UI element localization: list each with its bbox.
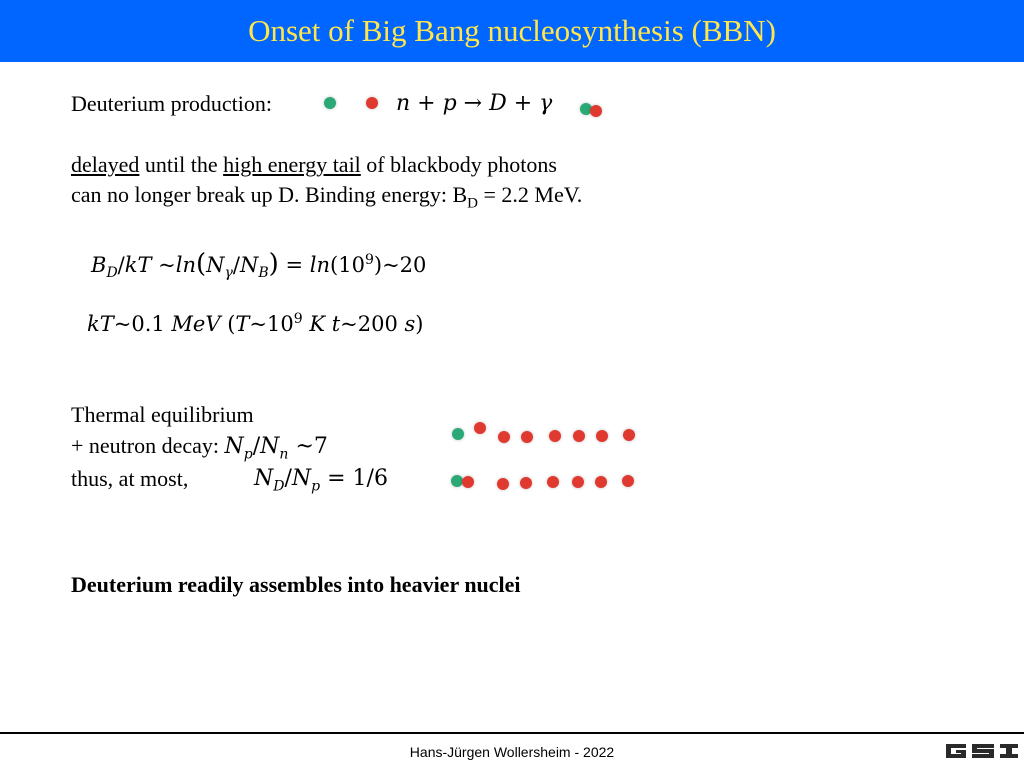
proton-icon (497, 478, 509, 490)
production-label: Deuterium production: (71, 91, 273, 116)
delay-line-2: can no longer break up D. Binding energy: $B_D = 2.2$ MeV. (71, 182, 583, 212)
conclusion-text: Deuterium readily assembles into heavier nuclei (71, 572, 521, 597)
delay-line-1: delayed until the high energy tail of blackbody photons (71, 152, 557, 177)
proton-icon (366, 97, 378, 109)
proton-icon (572, 476, 584, 488)
deuteron-proton-icon (590, 105, 602, 117)
proton-icon (549, 430, 561, 442)
proton-icon (623, 429, 635, 441)
thermal-line-2: + neutron decay: $N_p/N_n$ ~7 (71, 433, 328, 463)
proton-icon (622, 475, 634, 487)
binding-ratio-equation: $B_D/kT$ $\sim\ln(N_\gamma/N_B)$ = $\ln(10^9)\sim 20$ (91, 249, 427, 282)
production-equation: n + p → D + γ (396, 91, 553, 116)
proton-icon (498, 431, 510, 443)
footer-divider (0, 732, 1024, 734)
title-bar (0, 0, 1024, 62)
proton-icon (521, 431, 533, 443)
footer-author: Hans-Jürgen Wollersheim - 2022 (409, 744, 615, 760)
temperature-equation: kT~0.1 MeV ($T\sim 10^9$ K t~200 s) (87, 311, 424, 336)
thermal-line-1: Thermal equilibrium (71, 402, 254, 427)
neutron-icon (452, 428, 464, 440)
thermal-line-3: thus, at most, (71, 466, 189, 491)
proton-icon (573, 430, 585, 442)
deuteron-ratio-equation: $N_D/N_p = 1/6$ (254, 466, 388, 495)
page-title: Onset of Big Bang nucleosynthesis (BBN) (248, 13, 776, 48)
proton-icon (547, 476, 559, 488)
proton-icon (595, 476, 607, 488)
proton-icon (520, 477, 532, 489)
proton-icon (596, 430, 608, 442)
neutron-icon (324, 97, 336, 109)
deuteron-proton-icon (462, 476, 474, 488)
gsi-logo-icon (946, 740, 1020, 762)
proton-icon (474, 422, 486, 434)
